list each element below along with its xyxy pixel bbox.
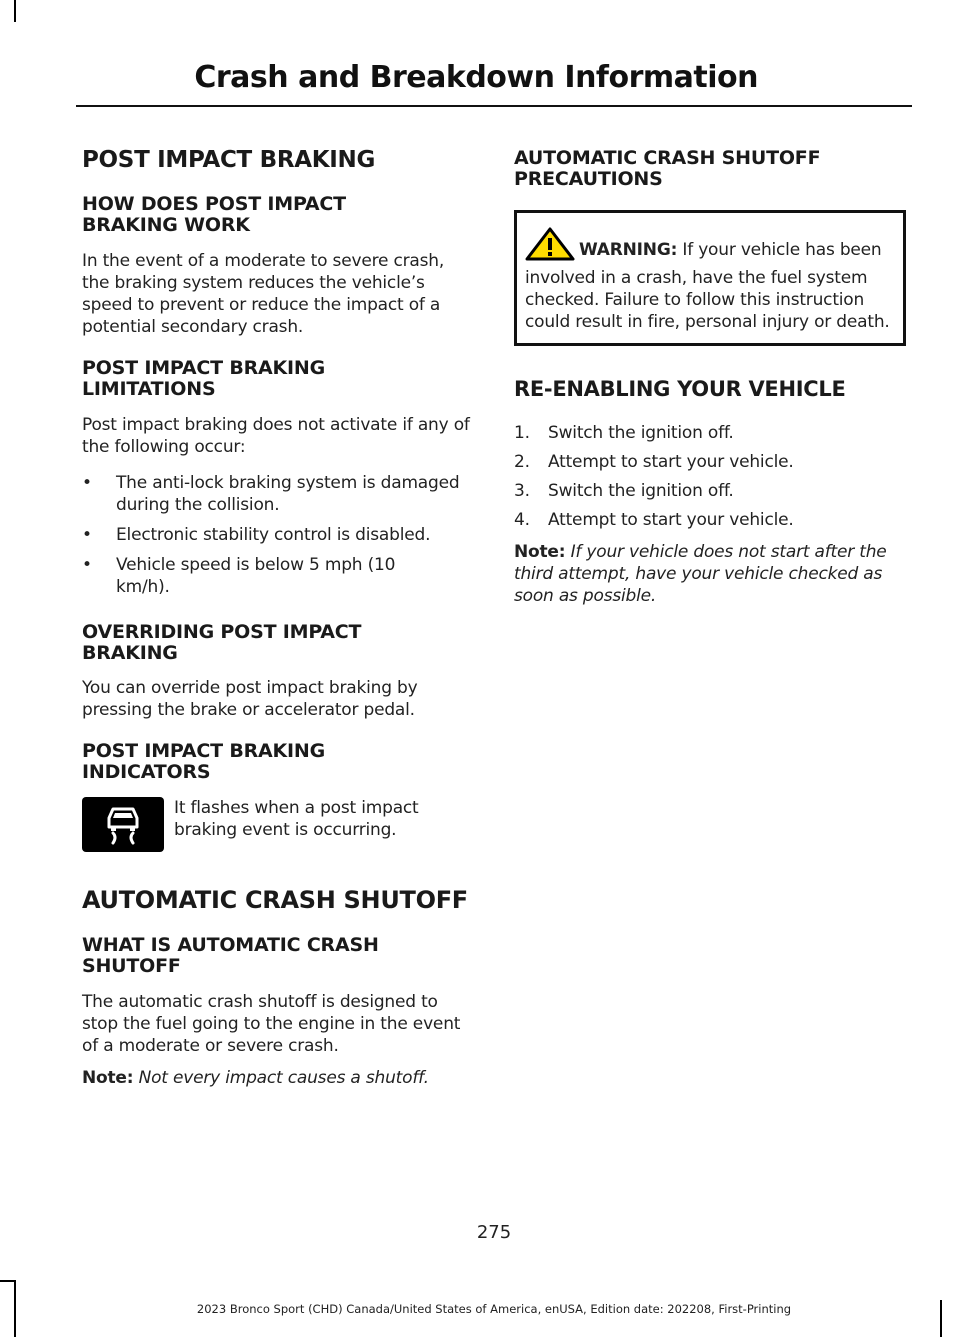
crop-mark [0,1280,16,1282]
subheading-indicators: POST IMPACT BRAKING INDICATORS [82,740,326,784]
note-text: If your vehicle does not start after the third attempt, have your vehicle checked as soon as possible. [514,541,887,606]
skid-car-icon [82,797,164,852]
list-item: • Vehicle speed is below 5 mph (10 km/h). [82,554,396,597]
warning-label: WARNING: [579,239,678,260]
list-item: 1. Switch the ignition off. [514,422,734,443]
paragraph-what-is-shutoff: The automatic crash shutoff is designed to stop the fuel going to the engine in the event of a moderate or severe crash. [82,992,461,1057]
note-label: Note: [82,1068,134,1089]
header-divider [76,105,912,107]
subheading-overriding: OVERRIDING POST IMPACT BRAKING [82,620,362,664]
warning-text: If your vehicle has been involved in a crash, have the fuel system checked. Failure to follow this instruction could result in fire, personal injury or death. [525,239,890,332]
subheading-limitations: POST IMPACT BRAKING LIMITATIONS [82,356,326,400]
subheading-what-is-shutoff: WHAT IS AUTOMATIC CRASH SHUTOFF [82,934,379,978]
list-item: • Electronic stability control is disabled. [82,524,431,545]
list-item: • The anti-lock braking system is damaged during the collision. [82,472,460,515]
paragraph-limitations: Post impact braking does not activate if any of the following occur: [82,414,470,457]
note-shutoff [82,1067,474,1089]
warning-triangle-icon [525,227,575,267]
list-item: 2. Attempt to start your vehicle. [514,451,794,472]
indicator-row [82,797,474,852]
limitations-list [82,472,474,598]
edition-footer: 2023 Bronco Sport (CHD) Canada/United States of America, enUSA, Edition date: 202208, First-Printing [196,1302,792,1316]
crop-mark [14,0,16,22]
note-re-enabling [514,541,906,607]
warning-box [514,210,906,346]
right-column [514,148,906,607]
bullet-marker: • [82,554,92,575]
paragraph-overriding: You can override post impact braking by pressing the brake or accelerator pedal. [82,678,418,721]
re-enabling-steps [514,422,906,531]
page-number: 275 [476,1222,512,1243]
subheading-how-it-works: HOW DOES POST IMPACT BRAKING WORK [82,193,346,237]
paragraph-how-it-works: In the event of a moderate to severe crash, the braking system reduces the vehicle’s speed to prevent or reduce the impact of a potential secondary crash. [82,250,445,337]
bullet-marker: • [82,524,92,545]
subheading-shutoff-precautions: AUTOMATIC CRASH SHUTOFF PRECAUTIONS [514,147,821,190]
section-title-re-enabling: RE-ENABLING YOUR VEHICLE [514,376,846,401]
bullet-marker: • [82,472,92,493]
section-title-automatic-crash-shutoff: AUTOMATIC CRASH SHUTOFF [82,886,468,915]
list-item: 3. Switch the ignition off. [514,480,734,501]
indicator-description: It flashes when a post impact braking event is occurring. [174,798,419,841]
note-label: Note: [514,541,566,562]
note-text: Not every impact causes a shutoff. [138,1068,429,1089]
section-title-post-impact-braking: POST IMPACT BRAKING [82,147,376,173]
page-header-title: Crash and Breakdown Information [194,60,758,95]
list-item: 4. Attempt to start your vehicle. [514,509,794,530]
left-column [82,148,474,1089]
